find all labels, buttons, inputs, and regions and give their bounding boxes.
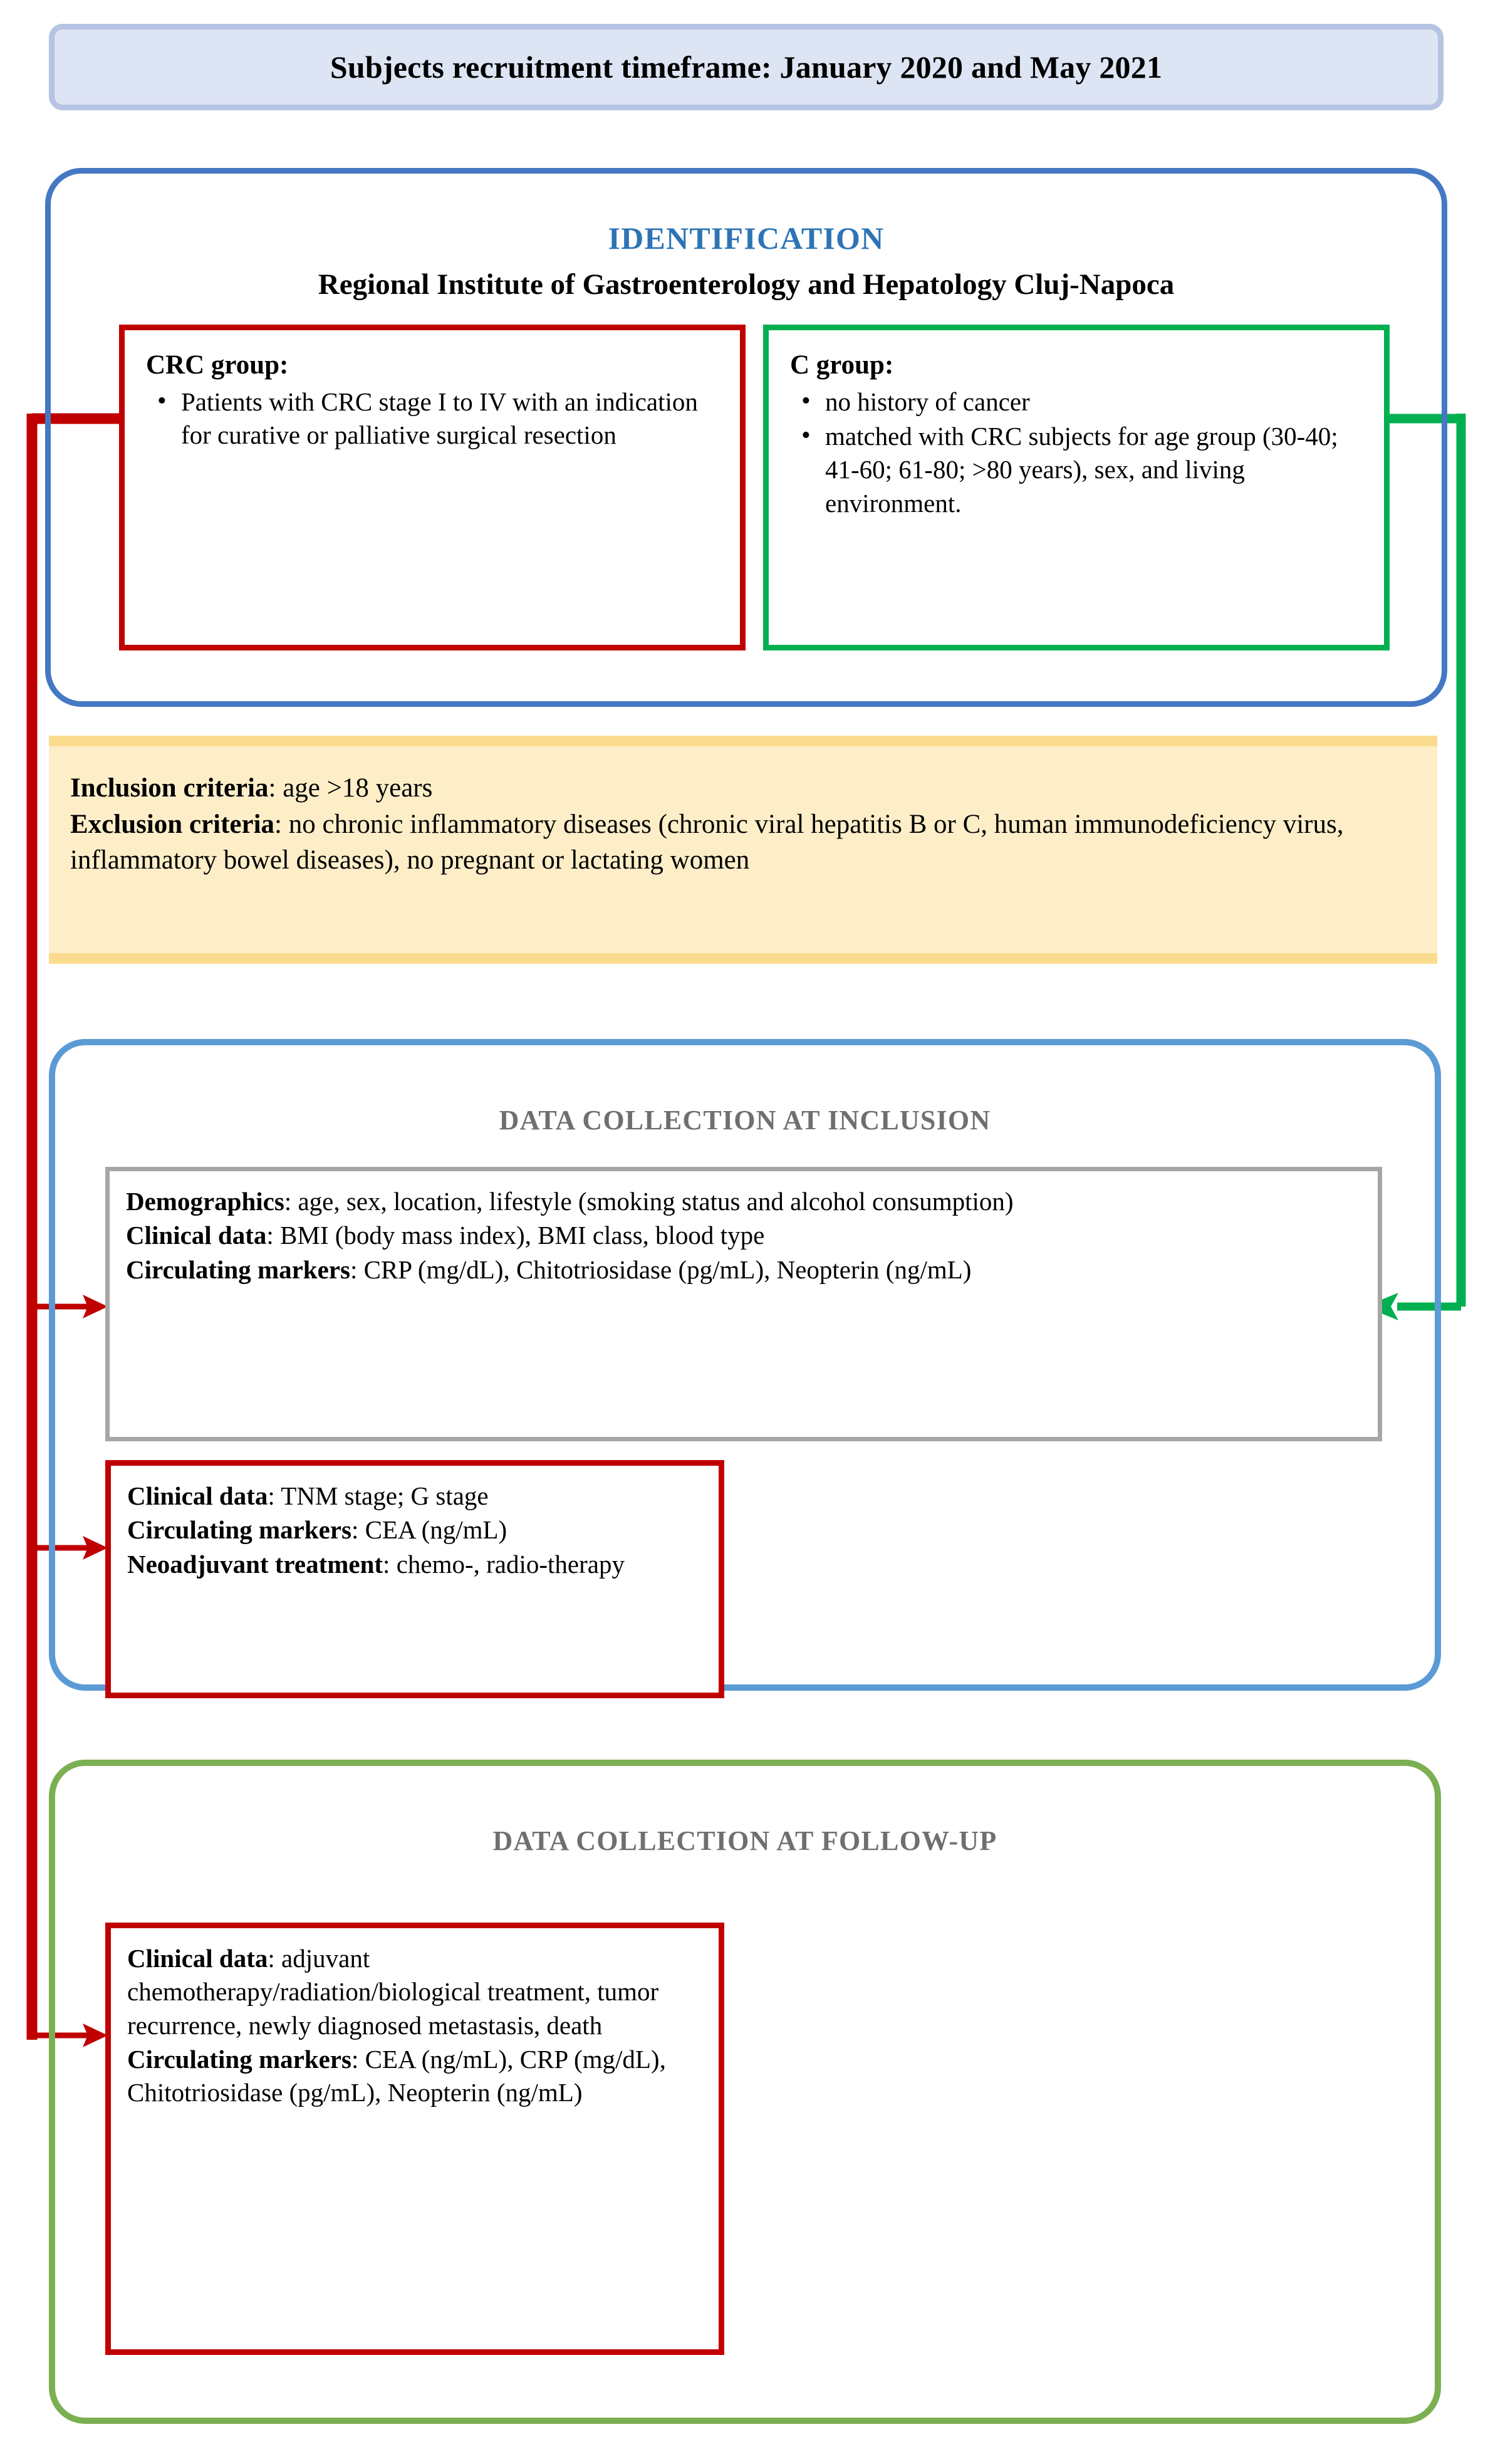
- crc-group-bullets: [146, 385, 721, 452]
- crc-neoadjuvant-label: Neoadjuvant treatment: [127, 1549, 383, 1579]
- exclusion-criteria-text: : no chronic inflammatory diseases (chronic viral hepatitis B or C, human immunodeficiency virus, inflammatory bowel diseases), no pregnant or lactating women: [70, 810, 1344, 875]
- crc-circulating-markers-row: [127, 1513, 702, 1547]
- data-collection-followup-title: DATA COLLECTION AT FOLLOW-UP: [492, 1825, 997, 1856]
- clinical-data-label: Clinical data: [126, 1221, 267, 1250]
- identification-subtitle: Regional Institute of Gastroenterology and Hepatology Cluj-Napoca: [318, 268, 1175, 301]
- followup-circulating-markers-label: Circulating markers: [127, 2044, 351, 2074]
- crc-group-box: [119, 325, 746, 650]
- control-group-box: [763, 325, 1390, 650]
- followup-circulating-markers-text: : CEA (ng/mL), CRP (mg/dL), Chitotriosidase (pg/mL), Neopterin (ng/mL): [127, 2044, 666, 2107]
- followup-clinical-data-text: : adjuvant chemotherapy/radiation/biological treatment, tumor recurrence, newly diagnosed metastasis, death: [127, 1944, 659, 2040]
- crc-followup-data-box: [105, 1923, 724, 2355]
- demographics-label: Demographics: [126, 1187, 284, 1216]
- list-item: • no history of cancer: [823, 385, 1365, 419]
- followup-circulating-markers-row: [127, 2043, 702, 2110]
- crc-circulating-markers-label: Circulating markers: [127, 1515, 351, 1545]
- inclusion-criteria-label: Inclusion criteria: [70, 773, 269, 803]
- inclusion-criteria-line: [70, 770, 1416, 806]
- inclusion-criteria-text: : age >18 years: [268, 773, 433, 803]
- common-data-box: [105, 1167, 1382, 1441]
- clinical-data-row: [126, 1219, 1361, 1252]
- circulating-markers-label: Circulating markers: [126, 1255, 350, 1284]
- circulating-markers-text: : CRP (mg/dL), Chitotriosidase (pg/mL), Neopterin (ng/mL): [350, 1255, 972, 1284]
- data-collection-inclusion-title: DATA COLLECTION AT INCLUSION: [499, 1105, 991, 1135]
- crc-neoadjuvant-row: [127, 1548, 702, 1581]
- circulating-markers-row: [126, 1253, 1361, 1287]
- list-item: • matched with CRC subjects for age group (30-40; 41-60; 61-80; >80 years), sex, and living environment.: [823, 420, 1365, 520]
- followup-clinical-data-row: [127, 1942, 702, 2042]
- control-group-heading: C group:: [790, 350, 894, 380]
- crc-inclusion-data-box: [105, 1460, 724, 1698]
- crc-circulating-markers-text: : CEA (ng/mL): [351, 1515, 507, 1545]
- demographics-row: [126, 1185, 1361, 1218]
- crc-clinical-data-text: : TNM stage; G stage: [268, 1481, 489, 1510]
- exclusion-criteria-line: [70, 807, 1416, 878]
- list-item: • Patients with CRC stage I to IV with an indication for curative or palliative surgical resection: [179, 385, 721, 452]
- eligibility-criteria-band: [49, 736, 1437, 964]
- banner-title: Subjects recruitment timeframe: January 2020 and May 2021: [330, 50, 1163, 85]
- crc-clinical-data-row: [127, 1480, 702, 1513]
- exclusion-criteria-label: Exclusion criteria: [70, 810, 275, 840]
- demographics-text: : age, sex, location, lifestyle (smoking status and alcohol consumption): [284, 1187, 1014, 1216]
- clinical-data-text: : BMI (body mass index), BMI class, blood type: [266, 1221, 765, 1250]
- crc-group-heading: CRC group:: [146, 350, 289, 380]
- crc-neoadjuvant-text: : chemo-, radio-therapy: [383, 1549, 625, 1579]
- control-group-bullets: [790, 385, 1365, 520]
- identification-title: IDENTIFICATION: [608, 221, 885, 256]
- crc-clinical-data-label: Clinical data: [127, 1481, 268, 1510]
- followup-clinical-data-label: Clinical data: [127, 1944, 268, 1973]
